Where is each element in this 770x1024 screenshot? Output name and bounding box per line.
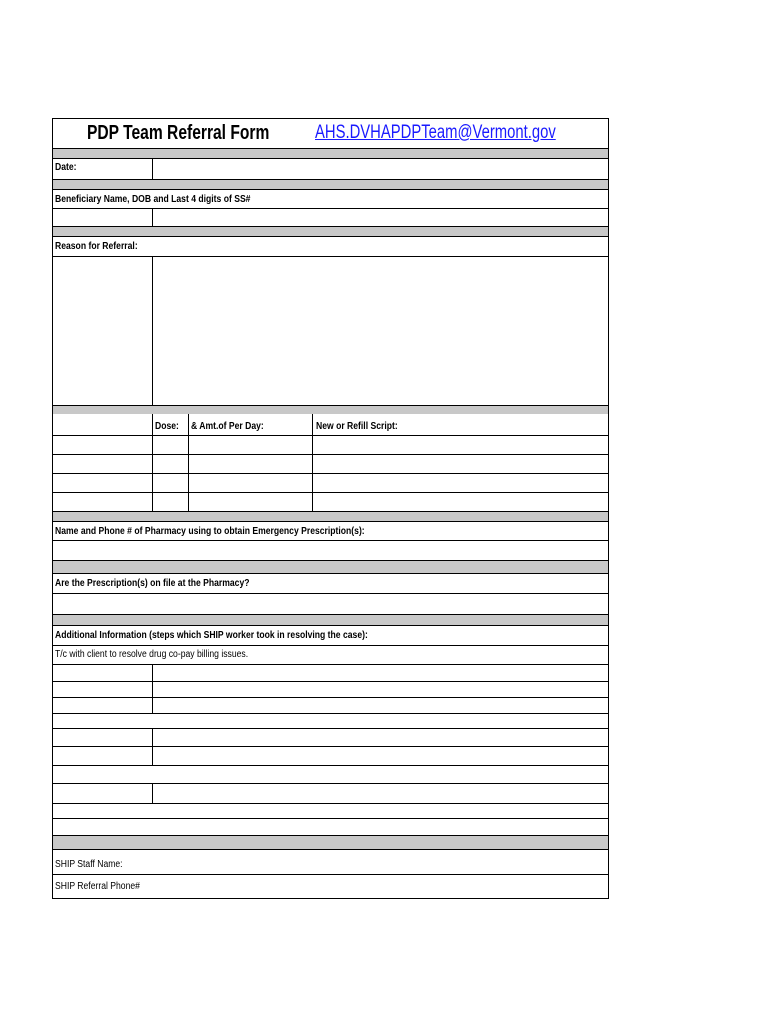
divider	[53, 681, 608, 682]
date-field[interactable]	[153, 160, 608, 178]
divider	[152, 664, 153, 713]
divider	[53, 645, 608, 646]
divider	[53, 818, 608, 819]
new-or-refill-label: New or Refill Script:	[316, 421, 398, 432]
divider	[152, 414, 153, 511]
dose-label: Dose:	[155, 421, 179, 432]
medication-cell[interactable]	[53, 436, 152, 454]
additional-info-text: T/c with client to resolve drug co-pay billing issues.	[55, 649, 249, 660]
form-title: PDP Team Referral Form	[87, 122, 270, 144]
amount-per-day-label: & Amt.of Per Day:	[191, 421, 264, 432]
divider	[53, 765, 608, 766]
referral-form	[52, 118, 609, 899]
date-label: Date:	[55, 162, 77, 173]
section-divider	[53, 179, 608, 190]
section-divider	[53, 405, 608, 414]
beneficiary-field[interactable]	[153, 209, 608, 225]
divider	[53, 728, 608, 729]
divider	[312, 414, 313, 511]
section-divider	[53, 835, 608, 850]
divider	[53, 713, 608, 714]
section-divider	[53, 148, 608, 159]
on-file-field[interactable]	[53, 594, 608, 614]
pharmacy-field[interactable]	[53, 541, 608, 560]
divider	[53, 746, 608, 747]
divider	[53, 874, 608, 875]
section-divider	[53, 614, 608, 626]
section-divider	[53, 511, 608, 522]
medication-cell[interactable]	[53, 455, 152, 473]
section-divider	[53, 226, 608, 237]
medication-cell[interactable]	[53, 474, 152, 492]
on-file-label: Are the Prescription(s) on file at the Pharmacy?	[55, 578, 250, 589]
reason-field[interactable]	[153, 257, 608, 404]
section-divider	[53, 560, 608, 574]
divider	[53, 803, 608, 804]
divider	[152, 728, 153, 765]
pharmacy-label: Name and Phone # of Pharmacy using to obtain Emergency Prescription(s):	[55, 526, 365, 537]
ship-referral-phone-label: SHIP Referral Phone#	[55, 881, 140, 892]
medication-cell[interactable]	[53, 493, 152, 511]
additional-info-label: Additional Information (steps which SHIP worker took in resolving the case):	[55, 630, 368, 641]
divider	[53, 697, 608, 698]
beneficiary-label: Beneficiary Name, DOB and Last 4 digits of SS#	[55, 194, 251, 205]
ship-staff-name-label: SHIP Staff Name:	[55, 859, 123, 870]
divider	[188, 414, 189, 511]
reason-label: Reason for Referral:	[55, 241, 138, 252]
email-link[interactable]: AHS.DVHAPDPTeam@Vermont.gov	[315, 122, 556, 143]
divider	[53, 783, 608, 784]
divider	[53, 664, 608, 665]
divider	[152, 783, 153, 803]
